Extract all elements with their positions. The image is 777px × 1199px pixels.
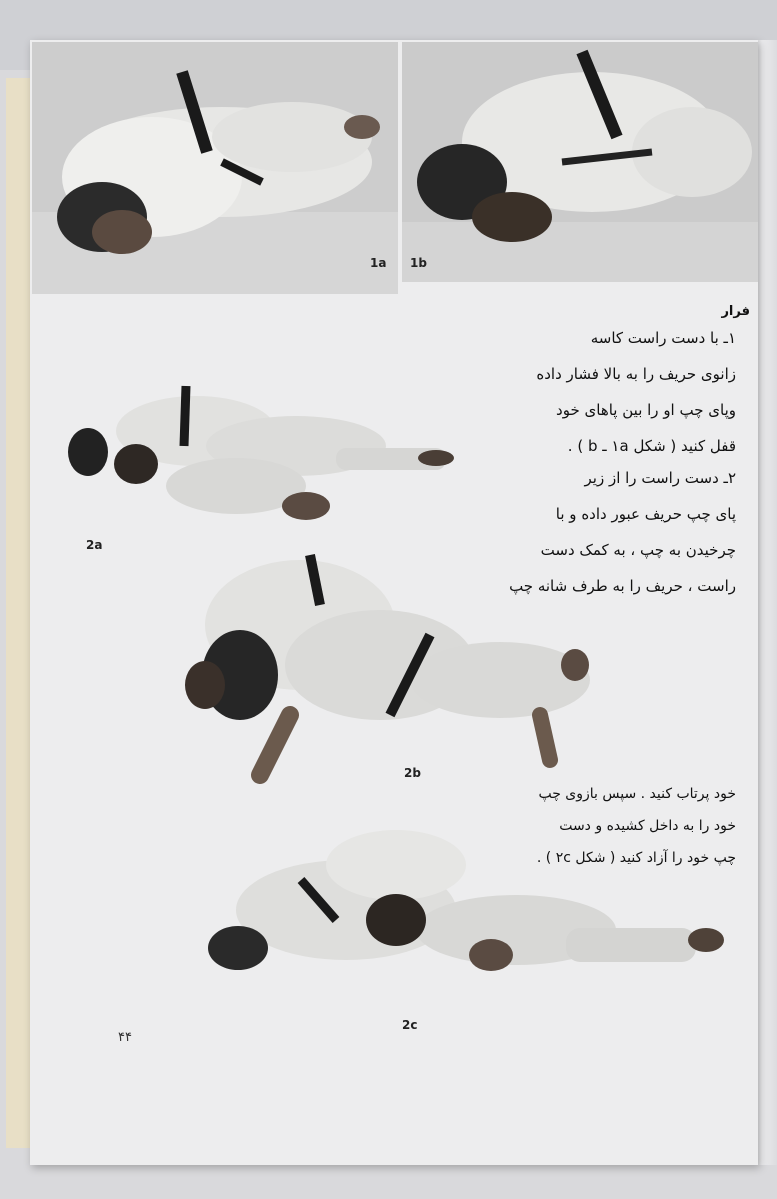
text-line: ۲ـ دست راست را از زیر xyxy=(584,469,736,487)
figure-label-2c: 2c xyxy=(402,1018,418,1032)
paragraph-step-1 xyxy=(506,320,736,464)
text-line: پای چپ حریف عبور داده و با xyxy=(555,505,736,523)
text-line: خود را به داخل کشیده و دست xyxy=(559,818,736,834)
photo-2a xyxy=(66,376,456,526)
text-line: راست ، حریف را به طرف شانه چپ xyxy=(509,577,736,595)
text-line: چپ خود را آزاد کنید ( شکل ۲c ) . xyxy=(536,850,736,866)
text-line: چرخیدن به چپ ، به کمک دست xyxy=(540,541,736,559)
book-page xyxy=(30,40,758,1165)
photo-1b xyxy=(402,42,758,282)
text-line: خود پرتاب کنید . سپس بازوی چپ xyxy=(538,786,736,802)
text-line: قفل کنید ( شکل ۱a ـ b ) . xyxy=(567,437,736,455)
figure-label-1a: 1a xyxy=(370,256,387,270)
text-line: زانوی حریف را به بالا فشار داده xyxy=(536,365,736,383)
photo-2b xyxy=(180,545,600,790)
figure-label-2b: 2b xyxy=(404,766,421,780)
section-heading: فرار xyxy=(721,304,750,319)
photo-1a xyxy=(32,42,398,294)
figure-label-1b: 1b xyxy=(410,256,427,270)
figure-label-2a: 2a xyxy=(86,538,103,552)
photo-2c xyxy=(206,820,728,980)
text-line: وپای چپ او را بین پاهای خود xyxy=(556,401,736,419)
text-line: ۱ـ با دست راست کاسه xyxy=(590,329,736,347)
page-number: ۴۴ xyxy=(118,1030,132,1045)
